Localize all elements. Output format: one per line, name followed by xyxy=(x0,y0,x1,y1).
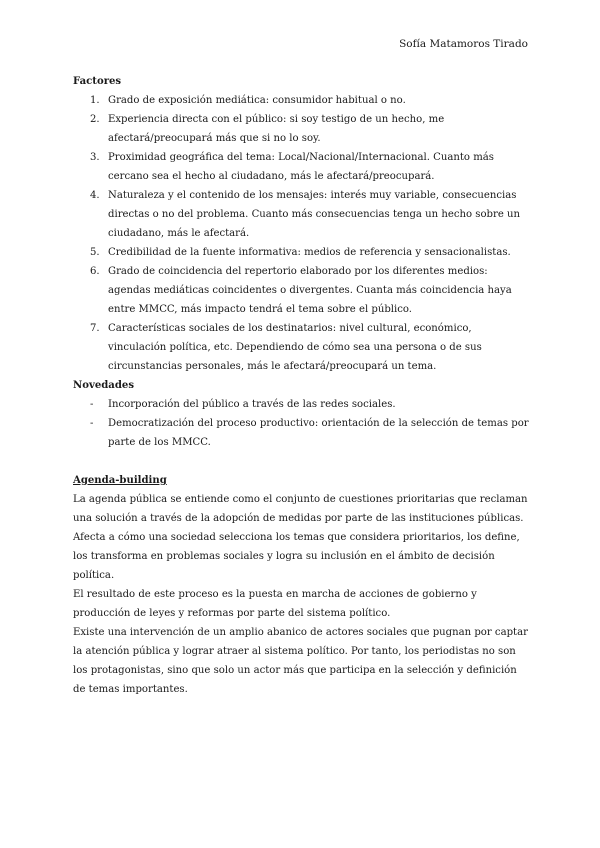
list-item-text: Credibilidad de la fuente informativa: medios de referencia y sensacionalistas. xyxy=(108,247,511,258)
list-item xyxy=(73,110,531,148)
paragraph: Existe una intervención de un amplio abanico de actores sociales que pugnan por captar la atención pública y lograr atraer al sistema político. Por tanto, los periodistas no son los protagonistas, sino que solo un actor más que participa en la selección y definición de temas importantes. xyxy=(73,627,528,695)
list-number: 6. xyxy=(90,266,100,277)
document-body xyxy=(73,72,531,699)
agenda-building-heading: Agenda-building xyxy=(73,475,167,486)
list-number: 7. xyxy=(90,323,100,334)
list-number: 1. xyxy=(90,95,100,106)
list-item-text: Incorporación del público a través de las redes sociales. xyxy=(108,399,396,410)
list-item-text: Grado de coincidencia del repertorio elaborado por los diferentes medios: agendas mediáticas coincidentes o divergentes. Cuanta más coincidencia haya entre MMCC, más impacto tendrá el tema sobre el público. xyxy=(108,266,512,315)
list-item-text: Grado de exposición mediática: consumidor habitual o no. xyxy=(108,95,406,106)
list-item xyxy=(73,414,531,452)
list-item xyxy=(73,186,531,243)
list-number: 5. xyxy=(90,247,100,258)
list-item xyxy=(73,395,531,414)
list-item xyxy=(73,148,531,186)
list-item-text: Proximidad geográfica del tema: Local/Nacional/Internacional. Cuanto más cercano sea el hecho al ciudadano, más le afectará/preocupará. xyxy=(108,152,494,182)
list-number: 3. xyxy=(90,152,100,163)
list-bullet: - xyxy=(90,399,94,410)
list-item xyxy=(73,243,531,262)
paragraph: Afecta a cómo una sociedad selecciona los temas que considera prioritarios, los define, los transforma en problemas sociales y logra su inclusión en el ámbito de decisión política. xyxy=(73,532,520,581)
list-number: 4. xyxy=(90,190,100,201)
author-name: Sofía Matamoros Tirado xyxy=(399,38,528,50)
factores-heading: Factores xyxy=(73,76,122,87)
list-item xyxy=(73,91,531,110)
paragraph: El resultado de este proceso es la puesta en marcha de acciones de gobierno y producción de leyes y reformas por parte del sistema político. xyxy=(73,589,477,619)
list-item-text: Experiencia directa con el público: si soy testigo de un hecho, me afectará/preocupará más que si no lo soy. xyxy=(108,114,445,144)
list-bullet: - xyxy=(90,418,94,429)
list-number: 2. xyxy=(90,114,100,125)
list-item-text: Naturaleza y el contenido de los mensajes: interés muy variable, consecuencias directas o no del problema. Cuanto más consecuencias tenga un hecho sobre un ciudadano, más le afectará. xyxy=(108,190,521,239)
list-item-text: Democratización del proceso productivo: orientación de la selección de temas por parte de los MMCC. xyxy=(108,418,529,448)
list-item-text: Características sociales de los destinatarios: nivel cultural, económico, vinculación política, etc. Dependiendo de cómo sea una persona o de sus circunstancias personales, más le afectará/preocupará un tema. xyxy=(108,323,482,372)
factores-list xyxy=(73,91,531,376)
novedades-heading: Novedades xyxy=(73,380,135,391)
novedades-list xyxy=(73,395,531,452)
list-item xyxy=(73,262,531,319)
list-item xyxy=(73,319,531,376)
paragraph: La agenda pública se entiende como el conjunto de cuestiones prioritarias que reclaman una solución a través de la adopción de medidas por parte de las instituciones públicas. xyxy=(73,494,528,524)
